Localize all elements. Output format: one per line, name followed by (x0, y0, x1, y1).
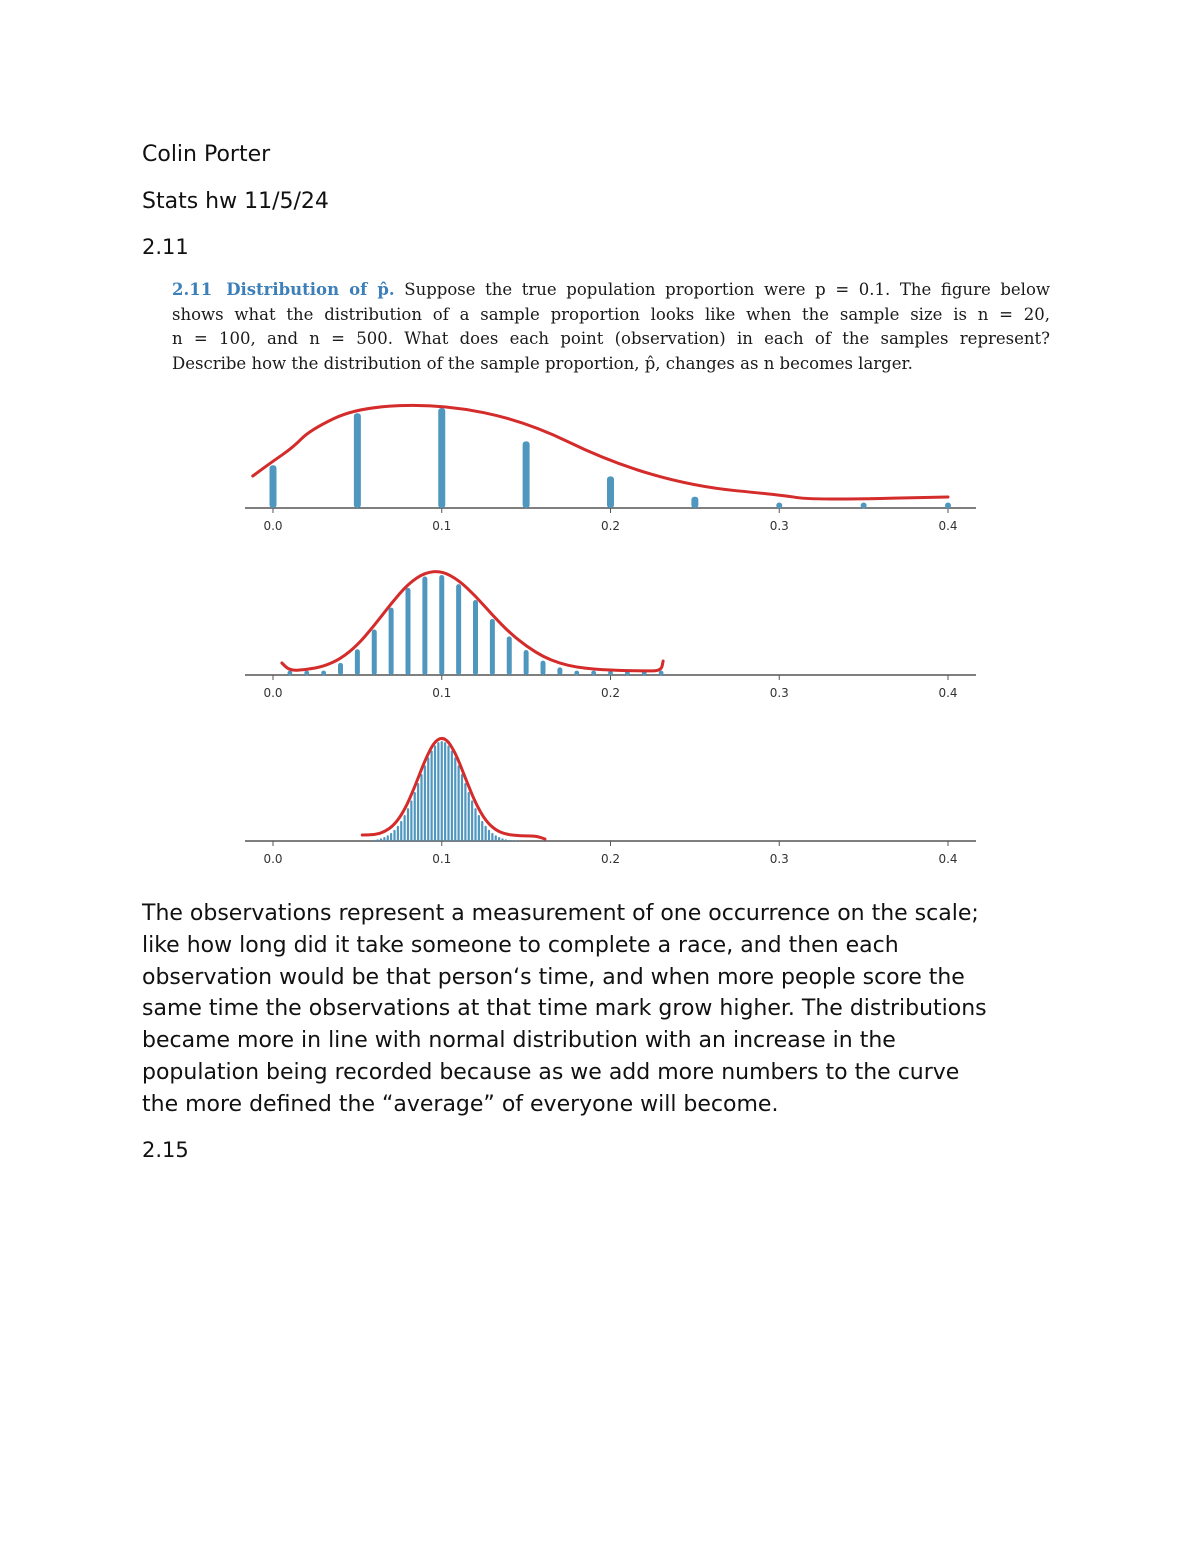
bar (372, 630, 377, 675)
bar (389, 608, 394, 675)
problem-number: 2.11 (172, 280, 213, 299)
x-tick-label: 0.3 (769, 519, 789, 533)
bar (422, 577, 427, 675)
bar (400, 821, 402, 841)
answer-line: observation would be that person‘s time, and when more people score the (142, 964, 965, 990)
question-number-2-15: 2.15 (142, 1138, 189, 1162)
bar (508, 840, 510, 841)
bar (390, 833, 392, 841)
document-title: Stats hw 11/5/24 (142, 189, 329, 214)
bar (427, 757, 429, 841)
bar (270, 465, 277, 508)
bar (404, 815, 406, 841)
bar (659, 671, 664, 676)
bar (414, 792, 416, 841)
bar (424, 765, 426, 841)
bar (945, 503, 951, 509)
x-tick-label: 0.4 (938, 519, 958, 533)
problem-heading: Distribution of p̂. (226, 280, 395, 299)
x-tick-label: 0.2 (600, 852, 621, 866)
bar (473, 600, 478, 675)
bar (524, 650, 529, 675)
annotation-curve (282, 572, 663, 671)
bar (456, 584, 461, 675)
bar (507, 636, 512, 675)
panel-n100 (245, 572, 976, 700)
bar (468, 792, 470, 841)
bar (354, 413, 361, 508)
bar (447, 745, 449, 841)
bar (501, 838, 503, 841)
bar (383, 837, 385, 841)
problem-line-1 (172, 278, 1050, 303)
x-tick-label: 0.0 (263, 519, 283, 533)
bar (541, 661, 546, 675)
bar (861, 503, 867, 509)
answer-line: the more defined the “average” of everyone will become. (142, 1091, 779, 1117)
bar (591, 671, 596, 676)
bar (461, 774, 463, 841)
x-tick-label: 0.2 (600, 686, 621, 700)
bar (387, 835, 389, 841)
problem-line-4: Describe how the distribution of the sample proportion, p̂, changes as n becomes larger. (172, 353, 913, 373)
bar (377, 839, 379, 841)
problem-line-3: n = 100, and n = 500. What does each point (observation) in each of the samples represent? (172, 329, 1050, 348)
bar (464, 783, 466, 841)
x-tick-label: 0.2 (600, 519, 621, 533)
bar (485, 826, 487, 841)
question-number-2-11: 2.11 (142, 235, 189, 259)
bar (471, 800, 473, 841)
bar (431, 751, 433, 841)
bar (321, 671, 326, 676)
bar (454, 757, 456, 841)
bar (523, 441, 530, 508)
author-name: Colin Porter (142, 142, 271, 167)
x-tick-label: 0.1 (432, 519, 452, 533)
bar (574, 671, 579, 676)
x-tick-label: 0.3 (769, 852, 789, 866)
bar (338, 663, 343, 675)
x-tick-label: 0.4 (938, 852, 958, 866)
bar (451, 751, 453, 841)
x-tick-label: 0.3 (769, 686, 789, 700)
bar (380, 838, 382, 841)
bar (481, 821, 483, 841)
bar (512, 840, 514, 841)
answer-line: like how long did it take someone to complete a race, and then each (142, 932, 899, 958)
bar (491, 833, 493, 841)
bar (304, 671, 309, 676)
bar (417, 783, 419, 841)
bar (441, 741, 443, 841)
bar (691, 497, 698, 508)
bar (458, 765, 460, 841)
x-tick-label: 0.0 (263, 852, 283, 866)
bar (397, 826, 399, 841)
panel-n20 (245, 405, 976, 533)
sampling-distribution-figure (240, 395, 985, 885)
x-tick-label: 0.1 (432, 852, 452, 866)
problem-statement (172, 278, 1050, 376)
bar (393, 830, 395, 841)
bar (407, 808, 409, 841)
bar (498, 837, 500, 841)
bar (490, 619, 495, 675)
bar (505, 839, 507, 841)
x-tick-label: 0.4 (938, 686, 958, 700)
bar (474, 808, 476, 841)
bar (438, 408, 445, 508)
answer-line: The observations represent a measurement of one occurrence on the scale; (142, 901, 979, 926)
answer-line: became more in line with normal distribution with an increase in the (142, 1028, 896, 1054)
bar (444, 742, 446, 841)
bar (420, 774, 422, 841)
bar (478, 815, 480, 841)
bar (557, 667, 562, 675)
answer-paragraph (142, 898, 1082, 1121)
bar (437, 742, 439, 841)
answer-line: population being recorded because as we add more numbers to the curve (142, 1059, 960, 1085)
answer-line: same time the observations at that time mark grow higher. The distributions (142, 996, 987, 1022)
bar (439, 575, 444, 675)
problem-line-2: shows what the distribution of a sample proportion looks like when the sample size is n = 20, (172, 304, 1050, 324)
problem-text-1: Suppose the true population proportion were p = 0.1. The figure below (404, 280, 1051, 299)
bar (776, 503, 782, 509)
bar (373, 840, 375, 841)
annotation-curve (362, 738, 545, 839)
x-tick-label: 0.0 (263, 686, 283, 700)
bar (355, 649, 360, 675)
bar (287, 671, 292, 676)
bar (607, 476, 614, 508)
bar (410, 800, 412, 841)
x-tick-label: 0.1 (432, 686, 452, 700)
bar (495, 835, 497, 841)
panel-n500 (245, 738, 976, 866)
bar (488, 830, 490, 841)
bar (434, 745, 436, 841)
bar (406, 588, 411, 675)
